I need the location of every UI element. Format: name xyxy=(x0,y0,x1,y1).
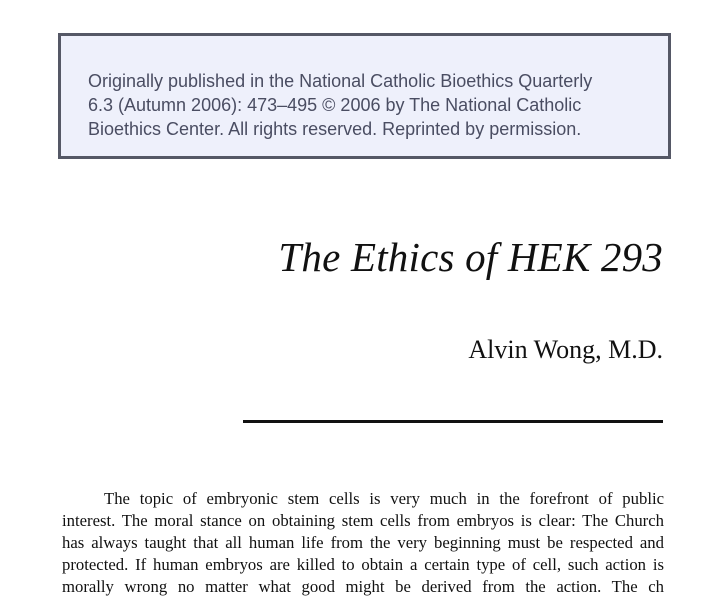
article-author: Alvin Wong, M.D. xyxy=(468,335,663,364)
notice-line-3: Bioethics Center. All rights reserved. Reprinted by permission. xyxy=(88,119,582,139)
title-divider xyxy=(243,420,663,423)
article-title: The Ethics of HEK 293 xyxy=(278,234,663,280)
body-line-3: has always taught that all human life from the very beginning must be respected and xyxy=(62,533,664,552)
publication-notice-box xyxy=(58,33,671,159)
body-line-1: The topic of embryonic stem cells is very much in the forefront of public xyxy=(104,489,664,508)
article-body xyxy=(62,488,664,598)
body-line-5: morally wrong no matter what good might be derived from the action. The ch xyxy=(62,577,664,596)
notice-line-2: 6.3 (Autumn 2006): 473–495 © 2006 by The National Catholic xyxy=(88,95,582,115)
body-line-2: interest. The moral stance on obtaining stem cells from embryos is clear: The Church xyxy=(62,511,664,530)
body-line-4: protected. If human embryos are killed to obtain a certain type of cell, such action is xyxy=(62,555,664,574)
notice-line-1: Originally published in the National Catholic Bioethics Quarterly xyxy=(88,71,593,91)
